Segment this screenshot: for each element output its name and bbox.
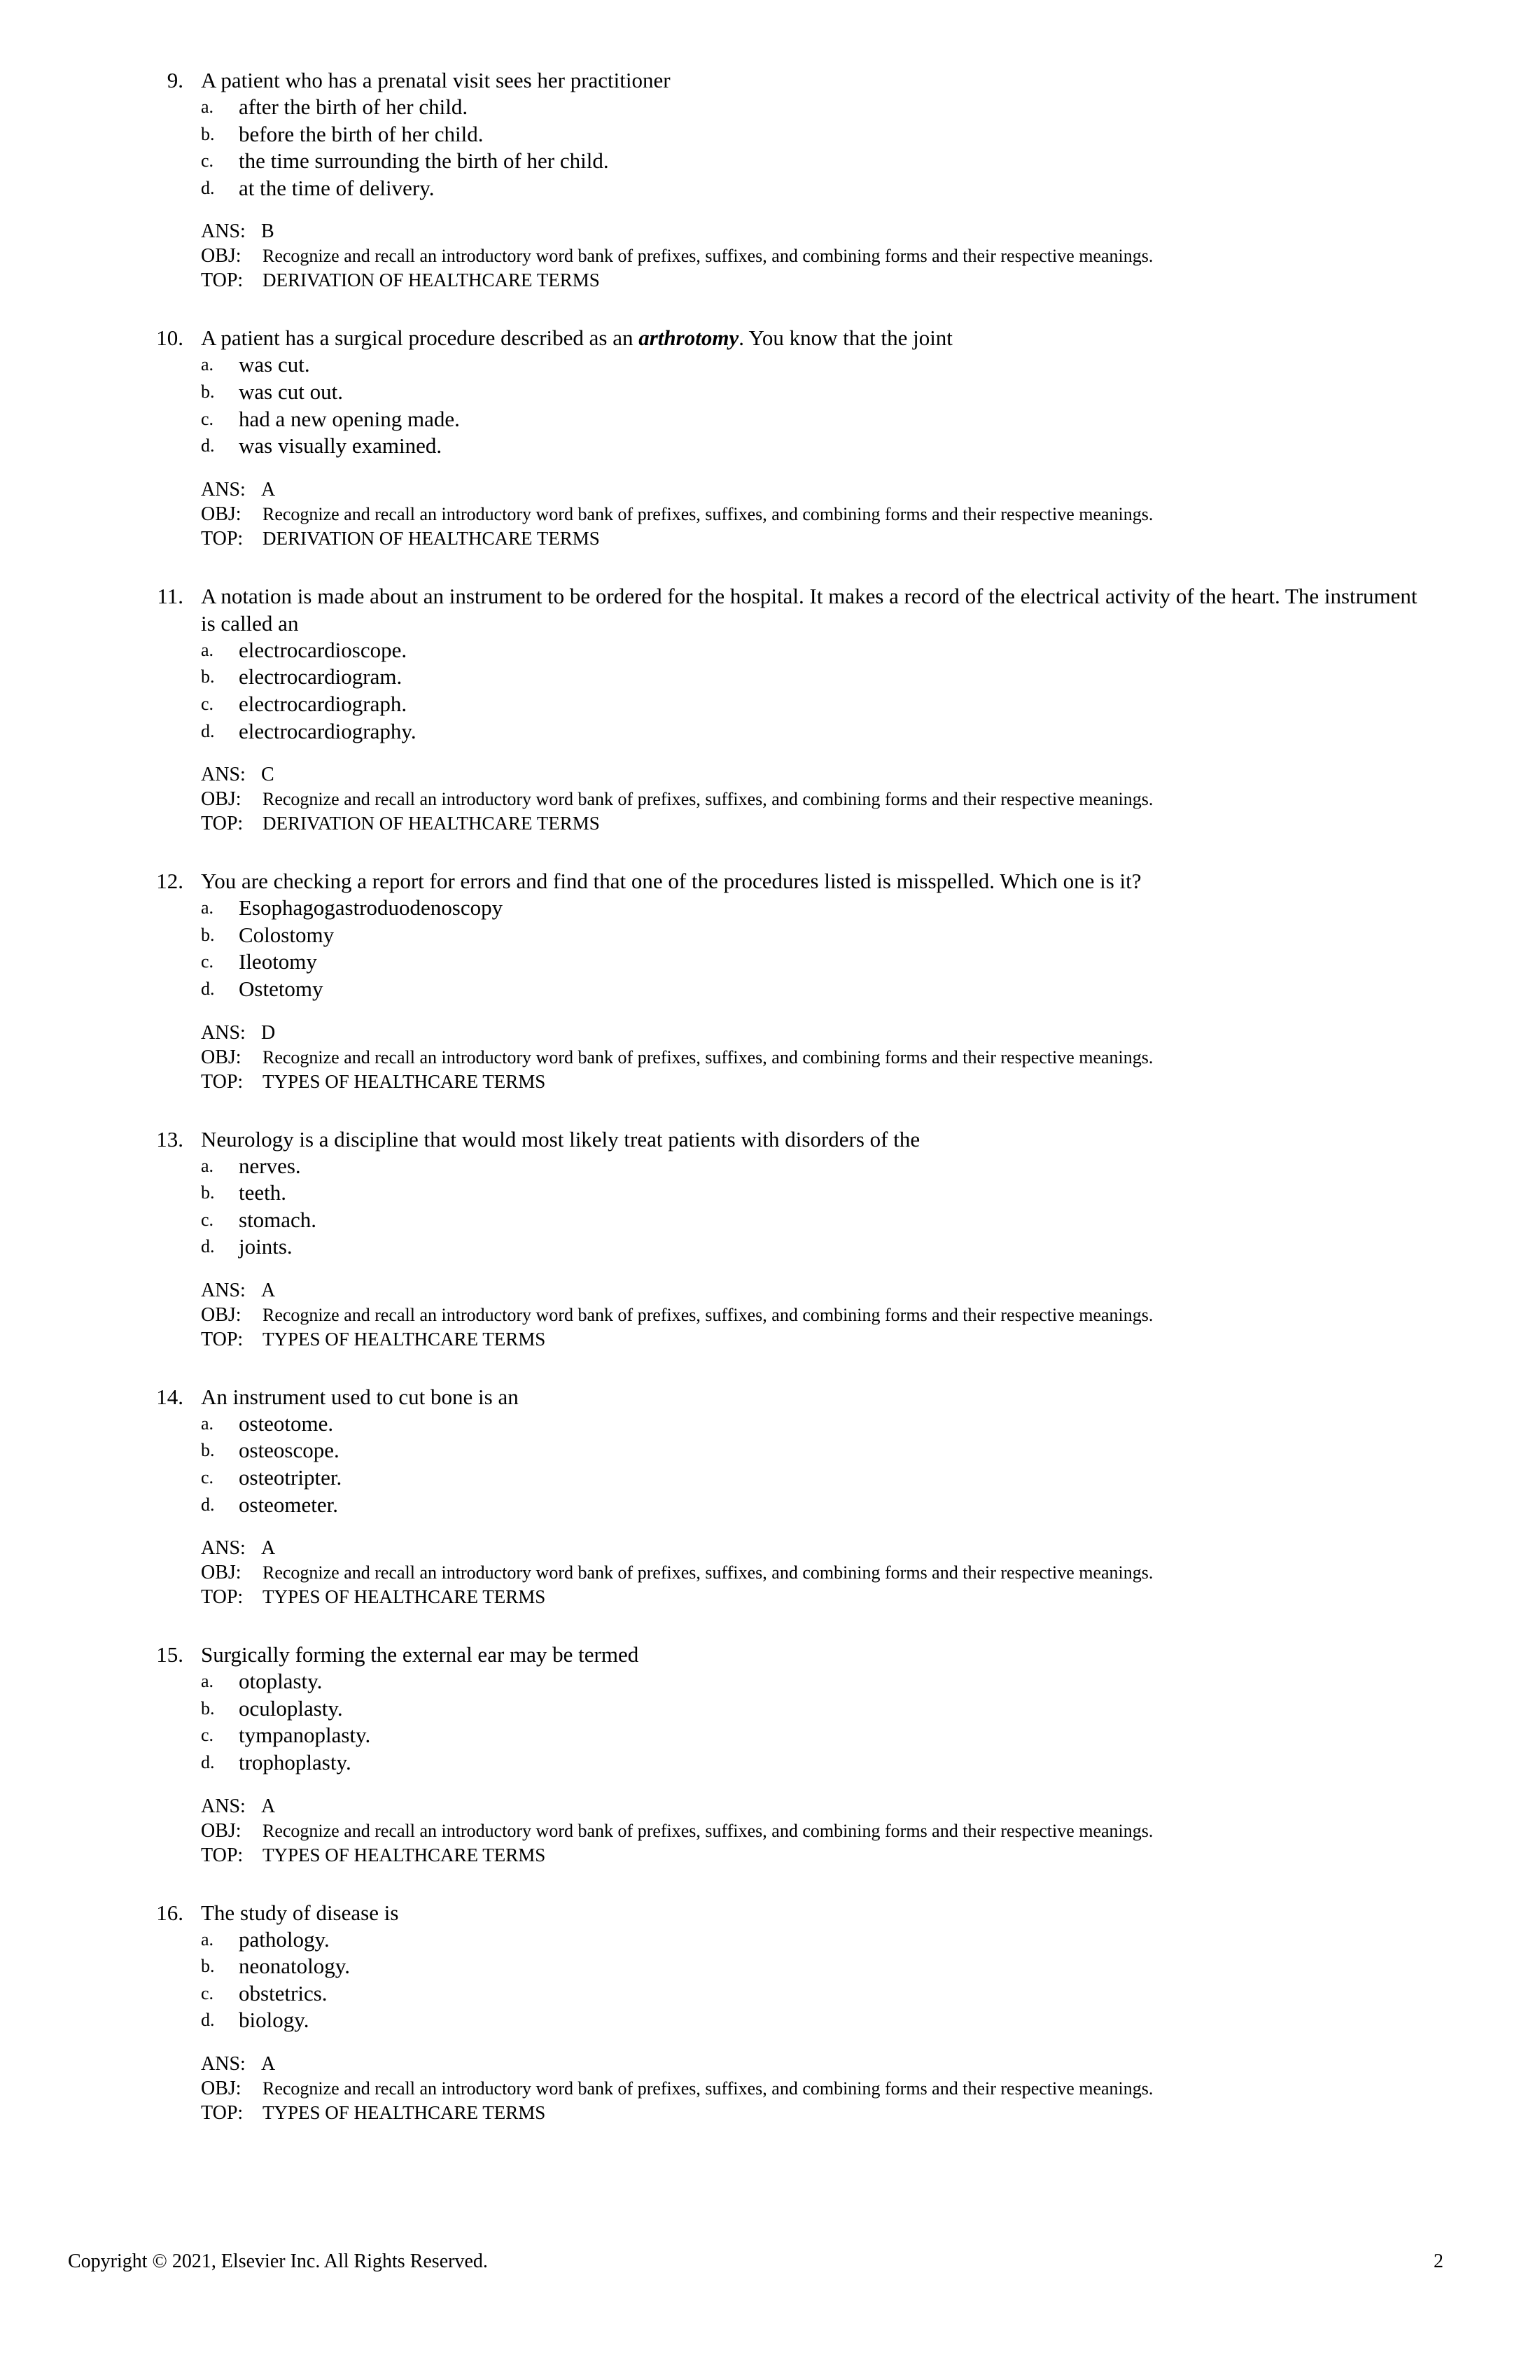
choice-letter: a.: [201, 639, 214, 660]
answer-choice: [0, 895, 1540, 922]
question-number: 11.: [157, 583, 183, 608]
objective-row: [201, 244, 1540, 268]
choice-letter: c.: [201, 951, 214, 972]
answer-choice: [0, 664, 1540, 691]
choice-text: Esophagogastroduodenoscopy: [239, 895, 503, 920]
answer-choice: [0, 1695, 1540, 1723]
question-stem: [0, 1899, 1419, 1926]
answer-key-label: ANS:: [201, 1021, 246, 1044]
question-stem: [0, 582, 1419, 637]
choice-text: teeth.: [239, 1180, 286, 1205]
question-number: 12.: [156, 869, 183, 894]
question-text: Surgically forming the external ear may be termed: [201, 1642, 639, 1667]
answer-choice: [0, 718, 1540, 746]
choice-letter: d.: [201, 435, 215, 456]
topic-value: TYPES OF HEALTHCARE TERMS: [262, 2102, 546, 2123]
choice-letter: c.: [201, 1982, 214, 2003]
question-item: [0, 867, 1540, 1093]
topic-row: [201, 811, 1540, 836]
answer-metadata: [0, 477, 1540, 551]
answer-choice: [0, 379, 1540, 406]
answer-choices: [0, 1153, 1540, 1261]
answer-key-value: D: [261, 1021, 276, 1044]
answer-metadata: [0, 762, 1540, 836]
answer-choice: [0, 1668, 1540, 1695]
answer-metadata: [0, 1794, 1540, 1868]
choice-letter: b.: [201, 1698, 215, 1718]
choice-text: Ostetomy: [239, 976, 323, 1001]
answer-choice: [0, 1722, 1540, 1749]
answer-choice: [0, 976, 1540, 1003]
answer-choice: [0, 948, 1540, 976]
answer-key-row: [201, 1536, 1540, 1560]
choice-letter: a.: [201, 1155, 214, 1176]
question-text: The study of disease is: [201, 1900, 399, 1925]
topic-row: [201, 1327, 1540, 1352]
answer-choice: [0, 2007, 1540, 2034]
answer-key-row: [201, 1278, 1540, 1303]
topic-row: [201, 1070, 1540, 1094]
answer-choice: [0, 351, 1540, 379]
answer-choice: [0, 1464, 1540, 1492]
question-number: 16.: [156, 1900, 183, 1925]
topic-label: TOP:: [201, 270, 244, 292]
choice-letter: c.: [201, 1209, 214, 1230]
answer-choice: [0, 1492, 1540, 1519]
objective-label: OBJ:: [201, 1819, 241, 1842]
question-stem: [0, 1383, 1419, 1410]
choice-letter: a.: [201, 1928, 214, 1949]
objective-row: [201, 787, 1540, 811]
page-number: 2: [1434, 2250, 1443, 2272]
answer-choice: [0, 1926, 1540, 1954]
choice-letter: d.: [201, 1752, 215, 1773]
question-item: [0, 1126, 1540, 1352]
objective-row: [201, 1045, 1540, 1070]
question-number: 14.: [156, 1384, 183, 1409]
objective-label: OBJ:: [201, 1303, 241, 1326]
question-number: 10.: [156, 326, 183, 351]
choice-text: osteotome.: [239, 1410, 334, 1436]
question-stem: [0, 324, 1419, 351]
choice-text: electrocardiograph.: [239, 691, 407, 716]
choice-text: electrocardiography.: [239, 718, 416, 743]
choice-letter: d.: [201, 720, 215, 741]
objective-row: [201, 1819, 1540, 1843]
question-item: [0, 66, 1540, 293]
answer-choices: [0, 1410, 1540, 1518]
choice-text: osteometer.: [239, 1492, 339, 1517]
objective-value: Recognize and recall an introductory word bank of prefixes, suffixes, and combining forms and their respective meanings.: [262, 246, 1154, 267]
choice-letter: b.: [201, 1182, 215, 1203]
question-text: A patient who has a prenatal visit sees her practitioner: [201, 68, 671, 92]
topic-row: [201, 268, 1540, 293]
choice-text: tympanoplasty.: [239, 1723, 371, 1748]
choice-text: biology.: [239, 2008, 309, 2033]
choice-text: before the birth of her child.: [239, 121, 484, 146]
choice-text: Ileotomy: [239, 949, 317, 974]
answer-choices: [0, 1926, 1540, 2034]
answer-key-label: ANS:: [201, 2053, 246, 2075]
answer-key-value: A: [261, 478, 276, 500]
topic-label: TOP:: [201, 1844, 244, 1866]
topic-label: TOP:: [201, 527, 244, 550]
topic-row: [201, 526, 1540, 551]
question-list: [0, 66, 1540, 2157]
answer-choices: [0, 351, 1540, 459]
answer-metadata: [0, 219, 1540, 293]
topic-value: DERIVATION OF HEALTHCARE TERMS: [262, 270, 600, 291]
topic-value: TYPES OF HEALTHCARE TERMS: [262, 1328, 546, 1350]
topic-label: TOP:: [201, 1070, 244, 1093]
question-text: You are checking a report for errors and find that one of the procedures listed is misspelled. Which one is it?: [201, 869, 1142, 894]
choice-letter: a.: [201, 97, 214, 117]
answer-key-row: [201, 1021, 1540, 1045]
topic-label: TOP:: [201, 1328, 244, 1350]
answer-choices: [0, 94, 1540, 202]
choice-text: at the time of delivery.: [239, 175, 435, 200]
choice-letter: b.: [201, 123, 215, 144]
question-number: 15.: [156, 1642, 183, 1667]
choice-text: osteoscope.: [239, 1438, 340, 1463]
choice-letter: d.: [201, 1236, 215, 1257]
answer-metadata: [0, 2052, 1540, 2125]
objective-row: [201, 502, 1540, 526]
answer-key-label: ANS:: [201, 764, 246, 786]
choice-letter: a.: [201, 1413, 214, 1434]
answer-choices: [0, 1668, 1540, 1776]
answer-key-label: ANS:: [201, 1279, 246, 1301]
choice-letter: b.: [201, 666, 215, 687]
answer-choice: [0, 691, 1540, 718]
topic-row: [201, 2101, 1540, 2125]
answer-choice: [0, 1233, 1540, 1261]
objective-label: OBJ:: [201, 245, 241, 267]
answer-key-value: A: [261, 1795, 276, 1817]
answer-metadata: [0, 1278, 1540, 1352]
objective-value: Recognize and recall an introductory word bank of prefixes, suffixes, and combining forms and their respective meanings.: [262, 503, 1154, 524]
choice-text: pathology.: [239, 1926, 330, 1952]
objective-row: [201, 1303, 1540, 1327]
answer-choice: [0, 1153, 1540, 1180]
answer-choice: [0, 406, 1540, 433]
question-item: [0, 324, 1540, 550]
choice-text: stomach.: [239, 1207, 317, 1232]
choice-letter: a.: [201, 1671, 214, 1692]
answer-key-row: [201, 762, 1540, 787]
question-item: [0, 1641, 1540, 1867]
topic-value: TYPES OF HEALTHCARE TERMS: [262, 1844, 546, 1865]
objective-value: Recognize and recall an introductory word bank of prefixes, suffixes, and combining forms and their respective meanings.: [262, 2078, 1154, 2099]
choice-letter: a.: [201, 897, 214, 918]
choice-letter: c.: [201, 1725, 214, 1746]
question-stem: [0, 66, 1419, 94]
page-footer: [0, 2250, 1540, 2278]
question-number: 9.: [167, 68, 183, 92]
choice-text: oculoplasty.: [239, 1695, 343, 1721]
question-text: A patient has a surgical procedure described as an: [201, 326, 639, 351]
answer-metadata: [0, 1021, 1540, 1094]
choice-text: osteotripter.: [239, 1465, 342, 1490]
objective-value: Recognize and recall an introductory word bank of prefixes, suffixes, and combining forms and their respective meanings.: [262, 1046, 1154, 1068]
answer-key-label: ANS:: [201, 1795, 246, 1817]
choice-text: joints.: [239, 1234, 293, 1259]
answer-choice: [0, 1410, 1540, 1438]
answer-choice: [0, 1180, 1540, 1207]
choice-text: electrocardiogram.: [239, 664, 402, 690]
objective-row: [201, 2076, 1540, 2101]
answer-key-value: C: [261, 764, 274, 786]
answer-choice: [0, 637, 1540, 664]
choice-text: the time surrounding the birth of her child.: [239, 148, 609, 174]
choice-text: was visually examined.: [239, 433, 442, 458]
question-text-after: . You know that the joint: [738, 326, 953, 351]
choice-text: trophoplasty.: [239, 1750, 351, 1775]
copyright-notice: Copyright © 2021, Elsevier Inc. All Rights Reserved.: [68, 2250, 488, 2272]
choice-text: otoplasty.: [239, 1669, 323, 1694]
answer-choice: [0, 1207, 1540, 1234]
answer-choice: [0, 175, 1540, 202]
answer-key-label: ANS:: [201, 220, 246, 243]
choice-letter: d.: [201, 978, 215, 999]
choice-text: after the birth of her child.: [239, 94, 468, 119]
question-stem: [0, 867, 1419, 895]
choice-letter: d.: [201, 1494, 215, 1515]
question-item: [0, 1383, 1540, 1609]
topic-value: TYPES OF HEALTHCARE TERMS: [262, 1070, 546, 1092]
choice-text: neonatology.: [239, 1954, 350, 1979]
answer-choices: [0, 895, 1540, 1002]
question-number: 13.: [156, 1126, 183, 1152]
question-stem: [0, 1641, 1419, 1668]
objective-row: [201, 1560, 1540, 1585]
choice-letter: b.: [201, 381, 215, 402]
answer-choice: [0, 433, 1540, 460]
question-text: Neurology is a discipline that would most likely treat patients with disorders of the: [201, 1126, 920, 1152]
choice-letter: c.: [201, 1467, 214, 1488]
objective-label: OBJ:: [201, 1562, 241, 1584]
answer-choice: [0, 922, 1540, 949]
topic-value: DERIVATION OF HEALTHCARE TERMS: [262, 527, 600, 549]
answer-key-row: [201, 1794, 1540, 1819]
answer-key-value: B: [261, 220, 274, 243]
topic-label: TOP:: [201, 2102, 244, 2124]
choice-letter: c.: [201, 693, 214, 714]
answer-key-value: A: [261, 1279, 276, 1301]
topic-row: [201, 1585, 1540, 1609]
topic-value: TYPES OF HEALTHCARE TERMS: [262, 1586, 546, 1608]
answer-choice: [0, 1953, 1540, 1980]
choice-letter: a.: [201, 354, 214, 375]
objective-value: Recognize and recall an introductory word bank of prefixes, suffixes, and combining forms and their respective meanings.: [262, 1304, 1154, 1325]
answer-choice: [0, 148, 1540, 175]
choice-text: had a new opening made.: [239, 406, 460, 431]
answer-key-label: ANS:: [201, 1537, 246, 1560]
answer-choice: [0, 1749, 1540, 1777]
answer-choice: [0, 1980, 1540, 2008]
question-term: arthrotomy: [638, 326, 739, 351]
question-text: An instrument used to cut bone is an: [201, 1384, 519, 1409]
choice-letter: b.: [201, 924, 215, 945]
choice-letter: b.: [201, 1956, 215, 1977]
answer-key-value: A: [261, 2053, 276, 2075]
answer-metadata: [0, 1536, 1540, 1609]
objective-value: Recognize and recall an introductory word bank of prefixes, suffixes, and combining forms and their respective meanings.: [262, 1820, 1154, 1841]
choice-letter: d.: [201, 2010, 215, 2031]
objective-label: OBJ:: [201, 2078, 241, 2099]
choice-letter: b.: [201, 1440, 215, 1461]
choice-text: was cut out.: [239, 379, 343, 404]
question-item: [0, 1899, 1540, 2125]
choice-text: electrocardioscope.: [239, 637, 407, 662]
answer-key-value: A: [261, 1537, 276, 1560]
topic-label: TOP:: [201, 813, 244, 835]
answer-key-row: [201, 477, 1540, 502]
answer-choices: [0, 637, 1540, 745]
choice-text: Colostomy: [239, 922, 335, 947]
topic-label: TOP:: [201, 1586, 244, 1609]
question-item: [0, 582, 1540, 836]
question-text: A notation is made about an instrument to be ordered for the hospital. It makes a record of the electrical activity of the heart. The instrument is called an: [201, 583, 1418, 636]
question-stem: [0, 1126, 1419, 1153]
objective-value: Recognize and recall an introductory word bank of prefixes, suffixes, and combining forms and their respective meanings.: [262, 789, 1154, 810]
choice-letter: c.: [201, 408, 214, 429]
objective-value: Recognize and recall an introductory word bank of prefixes, suffixes, and combining forms and their respective meanings.: [262, 1562, 1154, 1583]
objective-label: OBJ:: [201, 788, 241, 811]
objective-label: OBJ:: [201, 1046, 241, 1068]
answer-key-row: [201, 219, 1540, 244]
objective-label: OBJ:: [201, 503, 241, 525]
choice-letter: c.: [201, 150, 214, 172]
answer-choice: [0, 121, 1540, 148]
answer-key-label: ANS:: [201, 478, 246, 500]
choice-text: was cut.: [239, 352, 310, 377]
answer-key-row: [201, 2052, 1540, 2076]
topic-row: [201, 1843, 1540, 1868]
choice-letter: d.: [201, 177, 215, 198]
answer-choice: [0, 94, 1540, 121]
topic-value: DERIVATION OF HEALTHCARE TERMS: [262, 813, 600, 834]
choice-text: obstetrics.: [239, 1980, 328, 2005]
answer-choice: [0, 1437, 1540, 1464]
choice-text: nerves.: [239, 1153, 301, 1178]
